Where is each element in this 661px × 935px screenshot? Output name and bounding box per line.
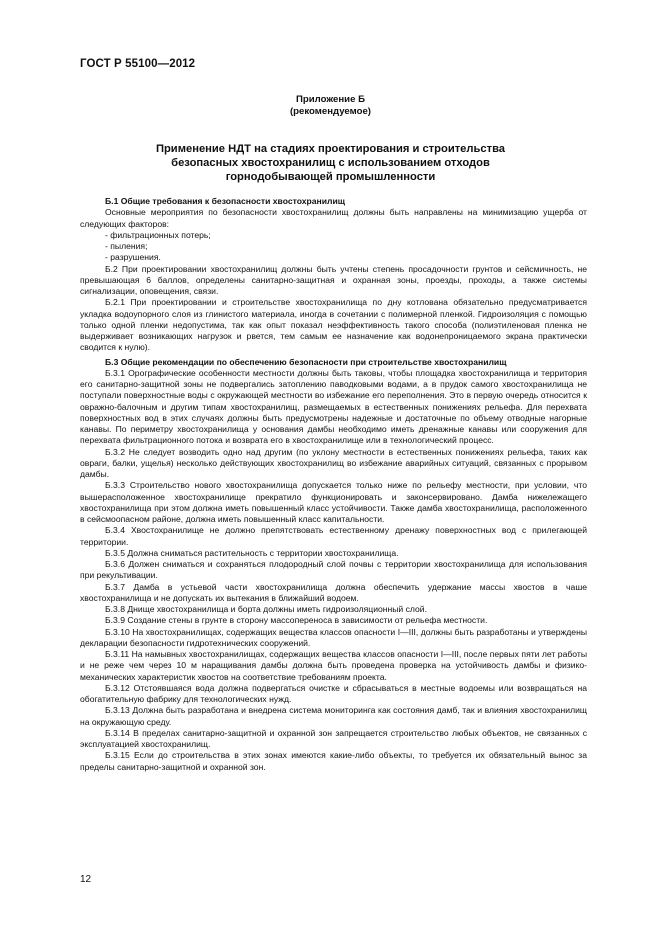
- doc-code-header: ГОСТ Р 55100—2012: [80, 58, 196, 70]
- paragraph: Б.3.11 На намывных хвостохранилищах, содержащих вещества классов опасности I—III, после первых пяти лет работы и не реже чем через 10 м наращивания дамбы должна быть проведена проверка на устойчивость дамбы и физико-механических характеристик хвостов на соответствие требованиям проекта.: [80, 649, 587, 682]
- paragraph: Б.3.14 В пределах санитарно-защитной и охранной зон запрещается строительство любых объектов, не связанных с эксплуатацией хвостохранилищ.: [80, 727, 587, 749]
- page-number: 12: [80, 874, 92, 885]
- appendix-status: (рекомендуемое): [289, 106, 371, 117]
- paragraph: Б.3.2 Не следует возводить одно над другим (по уклону местности в естественных понижениях рельефа, таких как овраги, балки, ущелья) несколько действующих хвостохранилищ во избежание аварийных ситуаций, связанных с прорывом дамбы.: [80, 446, 587, 479]
- paragraph: Б.3.3 Строительство нового хвостохранилища допускается только ниже по рельефу местности, при условии, что вышерасположенное хвостохранилище прекратило функционировать и законсервировано. Дамба нижележащего хвостохранилища при этом должна иметь повышенный класс устойчивости. Также дамба хвостохранилища, расположенного в сейсмоопасном районе, должна иметь повышенный класс капитальности.: [80, 480, 587, 524]
- appendix-block: [80, 94, 581, 118]
- paragraph: Б.3.10 На хвостохранилищах, содержащих вещества классов опасности I—III, должны быть разработаны и утверждены декларации безопасности гидротехнических сооружений.: [80, 626, 587, 648]
- list-item: - пыления;: [105, 241, 148, 251]
- paragraph: Б.3.6 Должен сниматься и сохраняться плодородный слой почвы с территории хвостохранилища для использования при рекультивации.: [80, 559, 587, 581]
- title-line-3: горнодобывающей промышленности: [225, 171, 436, 183]
- paragraph: Б.3.15 Если до строительства в этих зонах имеются какие-либо объекты, то требуется их обязательный вынос за пределы санитарно-защитной и охранной зон.: [80, 750, 587, 772]
- paragraph: Б.3.9 Создание стены в грунте в сторону массопереноса в зависимости от рельефа местности.: [105, 615, 488, 626]
- section-b1-heading: Б.1 Общие требования к безопасности хвостохранилищ: [105, 196, 346, 206]
- list-item: - разрушения.: [105, 252, 161, 263]
- paragraph: Б.3.13 Должна быть разработана и внедрена система мониторинга как состояния дамб, так и влияния хвостохранилищ на окружающую среду.: [80, 705, 587, 727]
- list-item: - фильтрационных потерь;: [105, 229, 211, 240]
- paragraph: Б.3.1 Орографические особенности местности должны быть таковы, чтобы площадка хвостохранилища и территория его санитарно-защитной зоны не подвергались затоплению паводковыми водами, а в прудок самого хвостохранилища не поступали поверхностные воды с окружающей местности во избежание его переполнения. Это в первую очередь относится к овражно-балочным и другим типам хвостохранилищ, размещаемых в естественных понижениях рельефа. Для перехвата поверхностных вод в этих случаях должны быть предусмотрены надежные и достаточные по объему отводные нагорные канавы. По периметру хвостохранилища у основания дамбы необходимо иметь дренажные канавы или сооружения для перехвата фильтрационного потока и возврата его в хвостохранилище или в технологический процесс.: [80, 367, 587, 446]
- paragraph: Б.3.5 Должна сниматься растительность с территории хвостохранилища.: [105, 547, 399, 558]
- paragraph: Б.3.8 Днище хвостохранилища и борта должны иметь гидроизоляционный слой.: [105, 604, 428, 614]
- title-line-1: Применение НДТ на стадиях проектирования и строительства: [155, 143, 506, 155]
- title-line-2: безопасных хвостохранилищ с использованием отходов: [171, 157, 490, 169]
- paragraph: Б.2.1 При проектировании и строительстве хвостохранилища по дну котлована обязательно предусматривается укладка водоупорного слоя из глинистого материала, иногда в сочетании с полимерной пленкой. Гидроизоляция с помощью только одной пленки недопустима, так как опыт показал неэффективность такого способа (полиэтиленовая пленка не выдерживает возникающих нагрузок и рвется, тем самым ее назначение как водонепроницаемого экрана практически сводится к нулю).: [80, 297, 587, 353]
- paragraph: Б.2 При проектировании хвостохранилищ должны быть учтены степень просадочности грунтов и сейсмичность, не превышающая 6 баллов, определены санитарно-защитная и охранная зоны, проезды, проходы, а также системы сигнализации, оповещения, связи.: [80, 263, 587, 296]
- paragraph: Б.3.4 Хвостохранилище не должно препятствовать естественному дренажу поверхностных вод с прилегающей территории.: [80, 525, 587, 547]
- paragraph: Основные мероприятия по безопасности хвостохранилищ должны быть направлены на минимизацию ущерба от следующих факторов:: [80, 207, 587, 229]
- paragraph: Б.3.12 Отстоявшаяся вода должна подвергаться очистке и сбрасываться в местные водоемы или возвращаться на обогатительную фабрику для технологических нужд.: [80, 682, 587, 704]
- appendix-label: Приложение Б: [296, 94, 365, 105]
- document-body: [80, 196, 587, 773]
- section-b3-heading: Б.3 Общие рекомендации по обеспечению безопасности при строительстве хвостохранилищ: [105, 356, 507, 367]
- appendix-title: [80, 142, 581, 184]
- paragraph: Б.3.7 Дамба в устьевой части хвостохранилища должна обеспечить удержание массы хвостов в чаше хвостохранилища и не допускать их вытекания в ближайший водоем.: [80, 581, 587, 603]
